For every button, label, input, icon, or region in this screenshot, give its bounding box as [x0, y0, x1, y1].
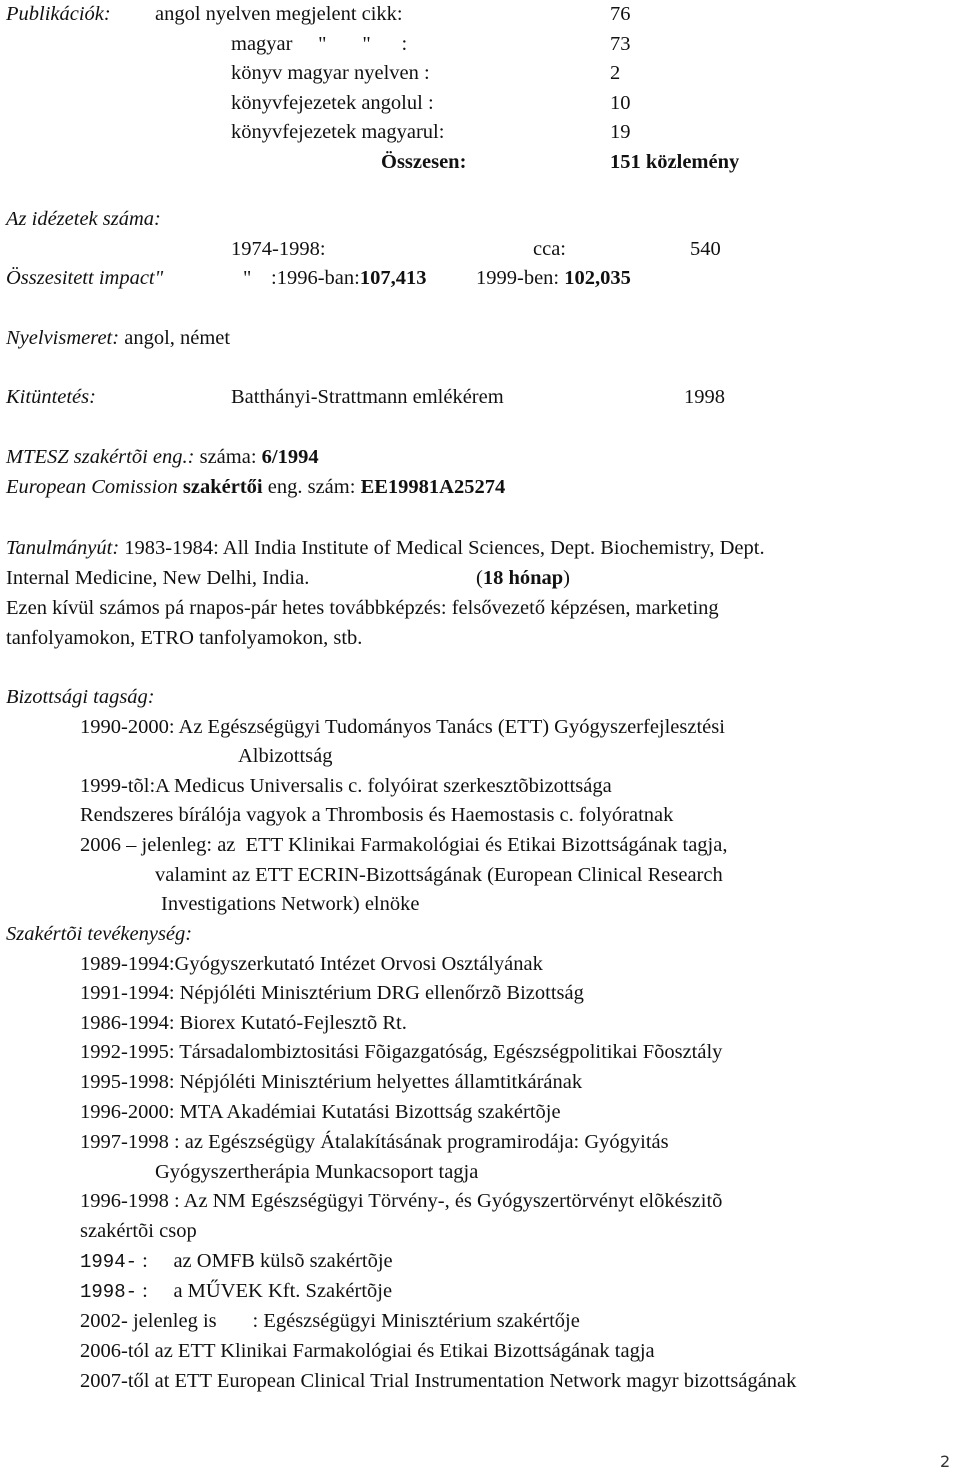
impact-1996-label: :1996-ban: — [271, 267, 360, 289]
study-duration-value: 18 hónap — [482, 567, 564, 589]
expert-line-muvek — [80, 1281, 392, 1302]
expert-line-1: 1989-1994:Gyógyszerkutató Intézet Orvosi Osztályának — [80, 953, 543, 975]
expert-line-6: 1996-2000: MTA Akadémiai Kutatási Bizottság szakértõje — [80, 1101, 561, 1123]
study-duration-close: ) — [563, 567, 570, 589]
committee-line-3: 1999-tõl:A Medicus Universalis c. folyóirat szerkesztõbizottsága — [80, 775, 612, 797]
committee-line-6: valamint az ETT ECRIN-Bizottságának (European Clinical Research — [155, 864, 723, 886]
committee-line-5: 2006 – jelenleg: az ETT Klinikai Farmakológiai és Etikai Bizottságának tagja, — [80, 834, 728, 856]
expert-line-9: 1996-1998 : Az NM Egészségügyi Törvény-, és Gyógyszertörvényt elõkészitõ — [80, 1190, 723, 1212]
publications-label: Publikációk: — [6, 3, 111, 25]
expert-muvek-text: : a MŰVEK Kft. Szakértõje — [142, 1280, 393, 1302]
pub-count-3: 2 — [610, 62, 621, 84]
study-line-1 — [6, 538, 765, 559]
study-duration-open: ( — [476, 567, 483, 589]
mtesz-line — [6, 447, 319, 468]
expert-line-3: 1986-1994: Biorex Kutató-Fejlesztõ Rt. — [80, 1012, 407, 1034]
committee-line-7: Investigations Network) elnöke — [161, 893, 420, 915]
study-text-3: Ezen kívül számos pá rnapos-pár hetes továbbképzés: felsővezető képzésen, marketing — [6, 597, 719, 619]
ec-label-bold: szakértői — [182, 476, 263, 498]
expert-line-omfb — [80, 1251, 393, 1272]
expert-label: Szakértõi tevékenység: — [6, 923, 193, 945]
language-label: Nyelvismeret: — [6, 327, 120, 349]
expert-line-2007: 2007-től at ETT European Clinical Trial Instrumentation Network magyr bizottságának — [80, 1370, 797, 1392]
committee-label: Bizottsági tagság: — [6, 686, 155, 708]
pub-count-4: 10 — [610, 92, 631, 114]
expert-line-4: 1992-1995: Társadalombiztositási Fõigazgatóság, Egészségpolitikai Fõosztály — [80, 1041, 723, 1063]
ec-num: EE19981A25274 — [360, 476, 506, 498]
citations-label: Az idézetek száma: — [6, 208, 161, 230]
expert-muvek-year: 1998- — [80, 1281, 138, 1303]
ec-eng: eng. — [267, 476, 303, 498]
award-name: Batthányi-Strattmann emlékérem — [231, 386, 504, 408]
award-year: 1998 — [684, 386, 725, 408]
expert-line-2002: 2002- jelenleg is : Egészségügyi Minisztérium szakértője — [80, 1310, 580, 1332]
citations-period: 1974-1998: — [231, 238, 326, 260]
expert-line-2: 1991-1994: Népjóléti Minisztérium DRG ellenőrzõ Bizottság — [80, 982, 584, 1004]
language-line — [6, 328, 230, 349]
ec-line — [6, 477, 505, 498]
committee-line-2: Albizottság — [238, 745, 333, 767]
pub-total-label: Összesen: — [381, 151, 467, 173]
expert-line-10: szakértõi csop — [80, 1220, 197, 1242]
pub-count-1: 76 — [610, 3, 631, 25]
ec-label: European Comission — [6, 476, 178, 498]
study-text-2: Internal Medicine, New Delhi, India. — [6, 567, 310, 589]
pub-desc-2: magyar " " : — [231, 33, 408, 55]
expert-line-2006: 2006-tól az ETT Klinikai Farmakológiai és Etikai Bizottságának tagja — [80, 1340, 655, 1362]
pub-desc-4: könyvfejezetek angolul : — [231, 92, 434, 114]
study-text-1: 1983-1984: All India Institute of Medical Sciences, Dept. Biochemistry, Dept. — [124, 537, 765, 559]
citations-count: 540 — [690, 238, 721, 260]
page-number: 2 — [940, 1452, 951, 1471]
language-value: angol, német — [124, 327, 231, 349]
mtesz-num-label: száma: — [199, 446, 257, 468]
pub-total-value: 151 közlemény — [610, 151, 740, 173]
committee-line-1: 1990-2000: Az Egészségügyi Tudományos Tanács (ETT) Gyógyszerfejlesztési — [80, 716, 725, 738]
study-duration — [476, 568, 570, 589]
impact-quote: " — [243, 267, 252, 289]
pub-desc-3: könyv magyar nyelven : — [231, 62, 430, 84]
expert-line-5: 1995-1998: Népjóléti Minisztérium helyettes államtitkárának — [80, 1071, 583, 1093]
impact-label: Összesitett impact" — [6, 267, 164, 289]
pub-count-2: 73 — [610, 33, 631, 55]
impact-1996-value: 107,413 — [359, 267, 427, 289]
study-label: Tanulmányút: — [6, 537, 120, 559]
mtesz-num: 6/1994 — [261, 446, 319, 468]
pub-count-5: 19 — [610, 121, 631, 143]
impact-1999 — [476, 268, 631, 289]
impact-1999-value: 102,035 — [564, 267, 631, 289]
impact-1999-label: 1999-ben: — [476, 267, 560, 289]
pub-desc-5: könyvfejezetek magyarul: — [231, 121, 445, 143]
committee-line-4: Rendszeres bírálója vagyok a Thrombosis és Haemostasis c. folyóratnak — [80, 804, 674, 826]
pub-desc-1: angol nyelven megjelent cikk: — [155, 3, 403, 25]
impact-1996 — [271, 268, 426, 289]
study-text-4: tanfolyamokon, ETRO tanfolyamokon, stb. — [6, 627, 363, 649]
citations-cca: cca: — [533, 238, 566, 260]
expert-line-8: Gyógyszertherápia Munkacsoport tagja — [155, 1161, 479, 1183]
ec-num-label: szám: — [307, 476, 356, 498]
expert-omfb-text: : az OMFB külsõ szakértõje — [142, 1250, 393, 1272]
mtesz-label: MTESZ szakértõi eng.: — [6, 446, 195, 468]
expert-omfb-year: 1994- — [80, 1251, 138, 1273]
award-label: Kitüntetés: — [6, 386, 96, 408]
expert-line-7: 1997-1998 : az Egészségügy Átalakításának programirodája: Gyógyitás — [80, 1131, 669, 1153]
